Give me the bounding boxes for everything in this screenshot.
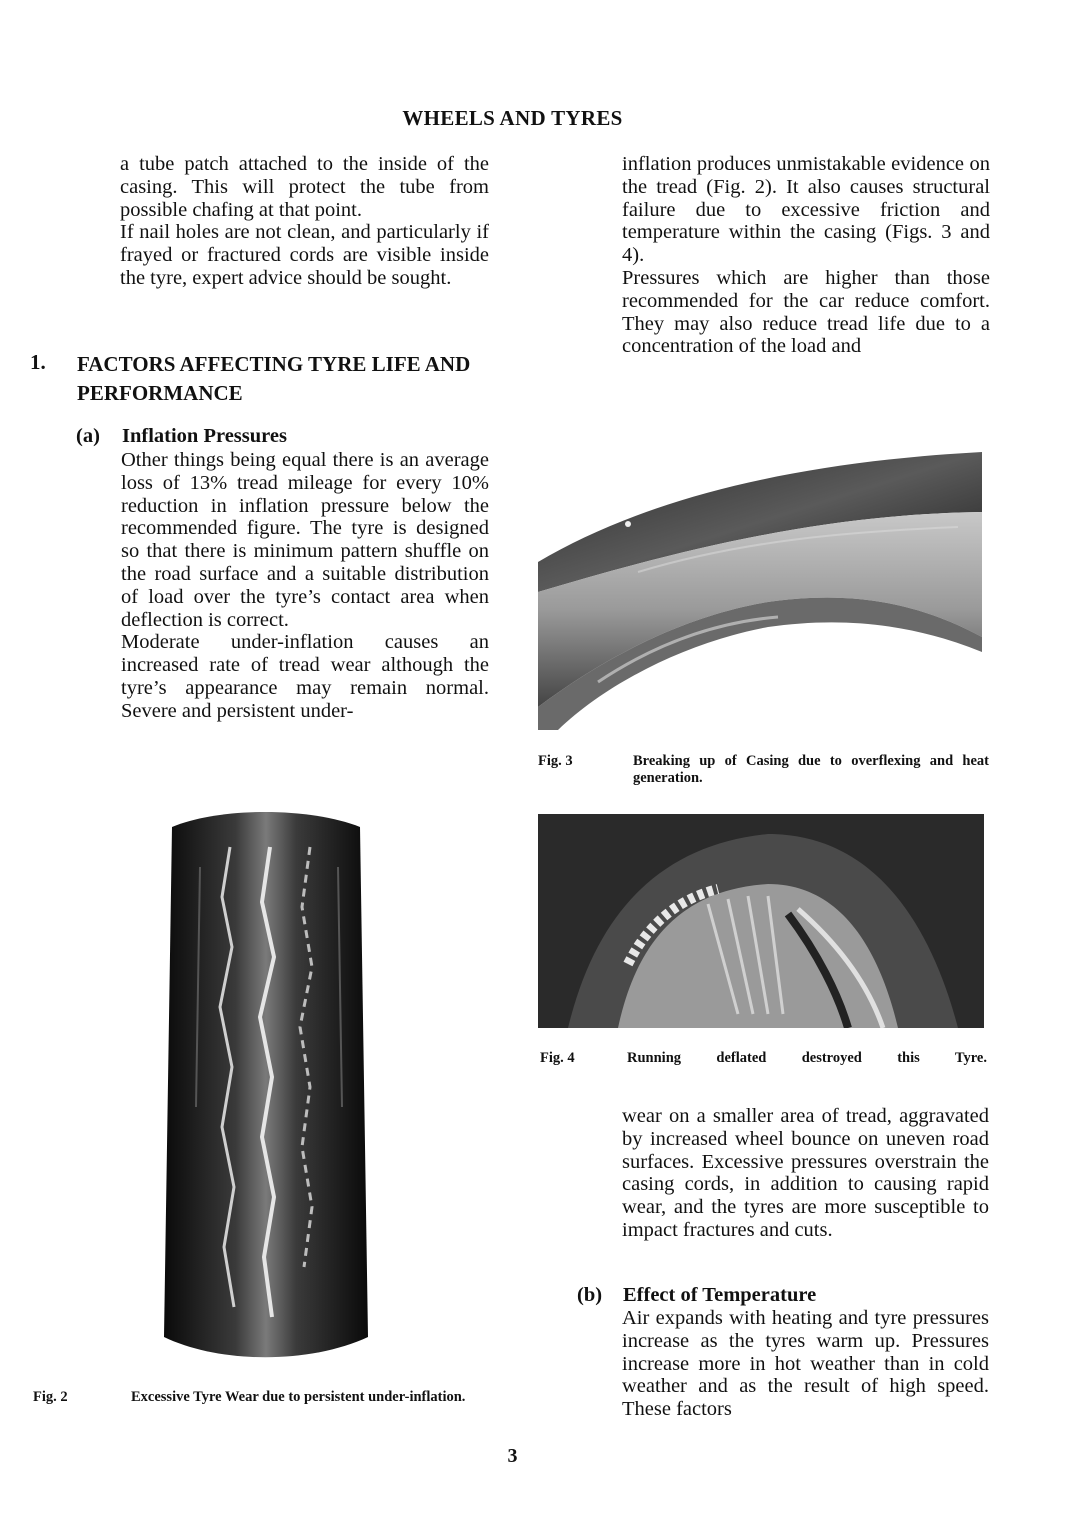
fig4-image	[538, 814, 984, 1028]
fig2-label: Fig. 2	[33, 1389, 68, 1405]
subsection-a-heading	[76, 425, 287, 448]
fig3-caption: Breaking up of Casing due to overflexing and heat generation.	[633, 753, 989, 786]
fig2-caption: Excessive Tyre Wear due to persistent under-inflation.	[131, 1389, 466, 1405]
subsection-a-paragraph-1: Other things being equal there is an average loss of 13% tread mileage for every 10% reduction in inflation pressure below the recommended figure. The tyre is designed so that there is minimum pattern shuffle on the road surface and a suitable distribution of load over the tyre’s contact area when deflection is correct.	[121, 449, 489, 631]
right-top-text	[622, 153, 990, 358]
subsection-b-body	[622, 1307, 989, 1421]
fig4-label: Fig. 4	[540, 1050, 575, 1066]
left-top-paragraph-1: a tube patch attached to the inside of the casing. This will protect the tube from possible chafing at that point.	[120, 153, 489, 221]
fig4-caption: Running deflated destroyed this Tyre.	[627, 1050, 987, 1066]
right-bottom-text	[622, 1105, 989, 1242]
page-number: 3	[507, 1445, 518, 1467]
subsection-a-title: Inflation Pressures	[122, 425, 287, 447]
section-title: FACTORS AFFECTING TYRE LIFE AND PERFORMANCE	[77, 352, 471, 405]
subsection-b-label: (b)	[577, 1284, 603, 1306]
subsection-a-paragraph-2: Moderate under-inflation causes an increased rate of tread wear although the tyre’s appearance may remain normal. Severe and persistent under-	[121, 631, 489, 722]
section-number: 1.	[30, 350, 46, 374]
subsection-a-body	[121, 449, 489, 723]
subsection-a-label: (a)	[76, 425, 100, 447]
right-top-paragraph-2: Pressures which are higher than those recommended for the car reduce comfort. They may also reduce tread life due to a concentration of the load and	[622, 266, 990, 358]
fig2-image	[160, 807, 374, 1364]
right-top-paragraph-1: inflation produces unmistakable evidence on the tread (Fig. 2). It also causes structural failure due to excessive friction and temperature within the casing (Figs. 3 and 4).	[622, 153, 990, 267]
right-bottom-paragraph: wear on a smaller area of tread, aggravated by increased wheel bounce on uneven road surfaces. Excessive pressures overstrain the casing cords, in addition to causing rapid wear, and the tyres are more susceptible to impact fractures and cuts.	[622, 1105, 989, 1241]
subsection-b-heading	[577, 1284, 816, 1307]
subsection-b-paragraph: Air expands with heating and tyre pressures increase as the tyres warm up. Pressures increase more in hot weather than in cold weather and as the result of high speed. These factors	[622, 1307, 989, 1421]
page-header-title: WHEELS AND TYRES	[402, 106, 623, 130]
left-top-text	[120, 153, 489, 290]
fig3-image	[538, 452, 982, 730]
subsection-b-title: Effect of Temperature	[623, 1284, 817, 1306]
fig3-label: Fig. 3	[538, 753, 573, 769]
left-top-paragraph-2: If nail holes are not clean, and particularly if frayed or fractured cords are visible inside the tyre, expert advice should be sought.	[120, 221, 489, 289]
